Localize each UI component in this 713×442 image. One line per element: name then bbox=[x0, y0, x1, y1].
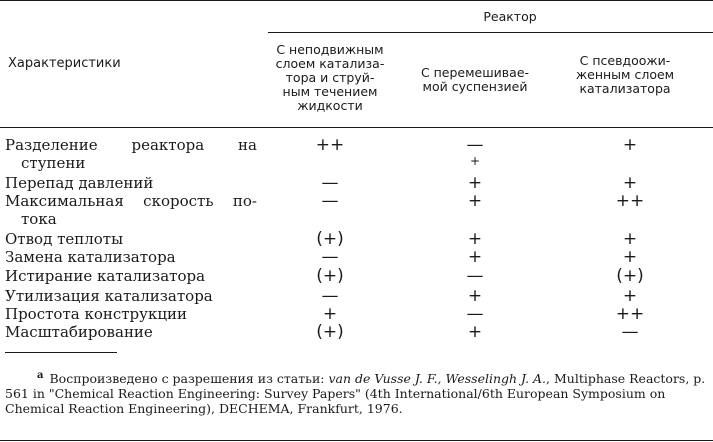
table-top-rule bbox=[0, 0, 713, 1]
table-cell: + bbox=[467, 286, 483, 306]
table-cell: + bbox=[467, 247, 483, 267]
table-cell: — bbox=[466, 266, 484, 286]
row-label: Истирание катализатора bbox=[5, 267, 206, 285]
group-header-rule bbox=[268, 32, 713, 33]
table-cell: — bbox=[321, 247, 339, 267]
table-cell: + bbox=[622, 173, 638, 193]
header-bottom-rule bbox=[0, 127, 713, 128]
group-header: Реактор bbox=[483, 9, 537, 24]
table-cell: ++ bbox=[615, 304, 645, 324]
table-cell: + bbox=[467, 322, 483, 342]
row-label: Разделение реактора на ступени bbox=[5, 136, 257, 172]
table-cell: — bbox=[466, 304, 484, 324]
table-cell: + bbox=[467, 229, 483, 249]
table-cell: + bbox=[622, 247, 638, 267]
footnote-text: , Multiphase Reactors, p. 561 in "Chemical Reaction Engineering: Survey Papers" (4th International/6th European Symposium on Chemical Reaction Engineering), DECHEMA, Frankfurt, 1976. bbox=[5, 371, 706, 417]
row-label: Максимальная скорость по- тока bbox=[5, 192, 257, 228]
column-header-fluidized-bed: С псевдоожи- женным слоем катализатора bbox=[575, 53, 675, 96]
table-cell: + bbox=[622, 229, 638, 249]
table-cell: — bbox=[321, 191, 339, 211]
row-label: Масштабирование bbox=[5, 323, 153, 341]
footnote-authors: van de Vusse J. F., Wesselingh J. A. bbox=[328, 371, 547, 387]
table-cell: (+) bbox=[316, 266, 344, 286]
row-label: Перепад давлений bbox=[5, 174, 154, 192]
table-cell: (+) bbox=[316, 322, 344, 342]
table-cell: ++ bbox=[315, 135, 345, 155]
table-cell: — bbox=[321, 173, 339, 193]
footnote bbox=[5, 368, 710, 416]
table-cell: — bbox=[466, 135, 484, 155]
table-cell: + bbox=[322, 304, 338, 324]
footnote-marker: а bbox=[37, 370, 44, 381]
table-cell: + bbox=[469, 154, 481, 168]
table-cell: — bbox=[321, 286, 339, 306]
characteristics-header: Характеристики bbox=[8, 56, 121, 71]
table-cell: + bbox=[622, 286, 638, 306]
row-label: Простота конструкции bbox=[5, 305, 187, 323]
footnote-text: Воспроизведено с разрешения из статьи: bbox=[49, 371, 329, 387]
row-label: Замена катализатора bbox=[5, 248, 176, 266]
table-bottom-rule bbox=[0, 440, 713, 441]
column-header-slurry: С перемешивае- мой суспензией bbox=[420, 65, 530, 94]
footnote-rule bbox=[5, 352, 117, 353]
row-label: Отвод теплоты bbox=[5, 230, 124, 248]
table-cell: + bbox=[467, 191, 483, 211]
column-header-fixed-bed: С неподвижным слоем катализа- тора и струй- ным течением жидкости bbox=[275, 42, 385, 113]
table-cell: ++ bbox=[615, 191, 645, 211]
table-cell: + bbox=[622, 135, 638, 155]
table-cell: — bbox=[621, 322, 639, 342]
table-cell: + bbox=[467, 173, 483, 193]
table-cell: (+) bbox=[616, 266, 644, 286]
table-cell: (+) bbox=[316, 229, 344, 249]
row-label: Утилизация катализатора bbox=[5, 287, 213, 305]
